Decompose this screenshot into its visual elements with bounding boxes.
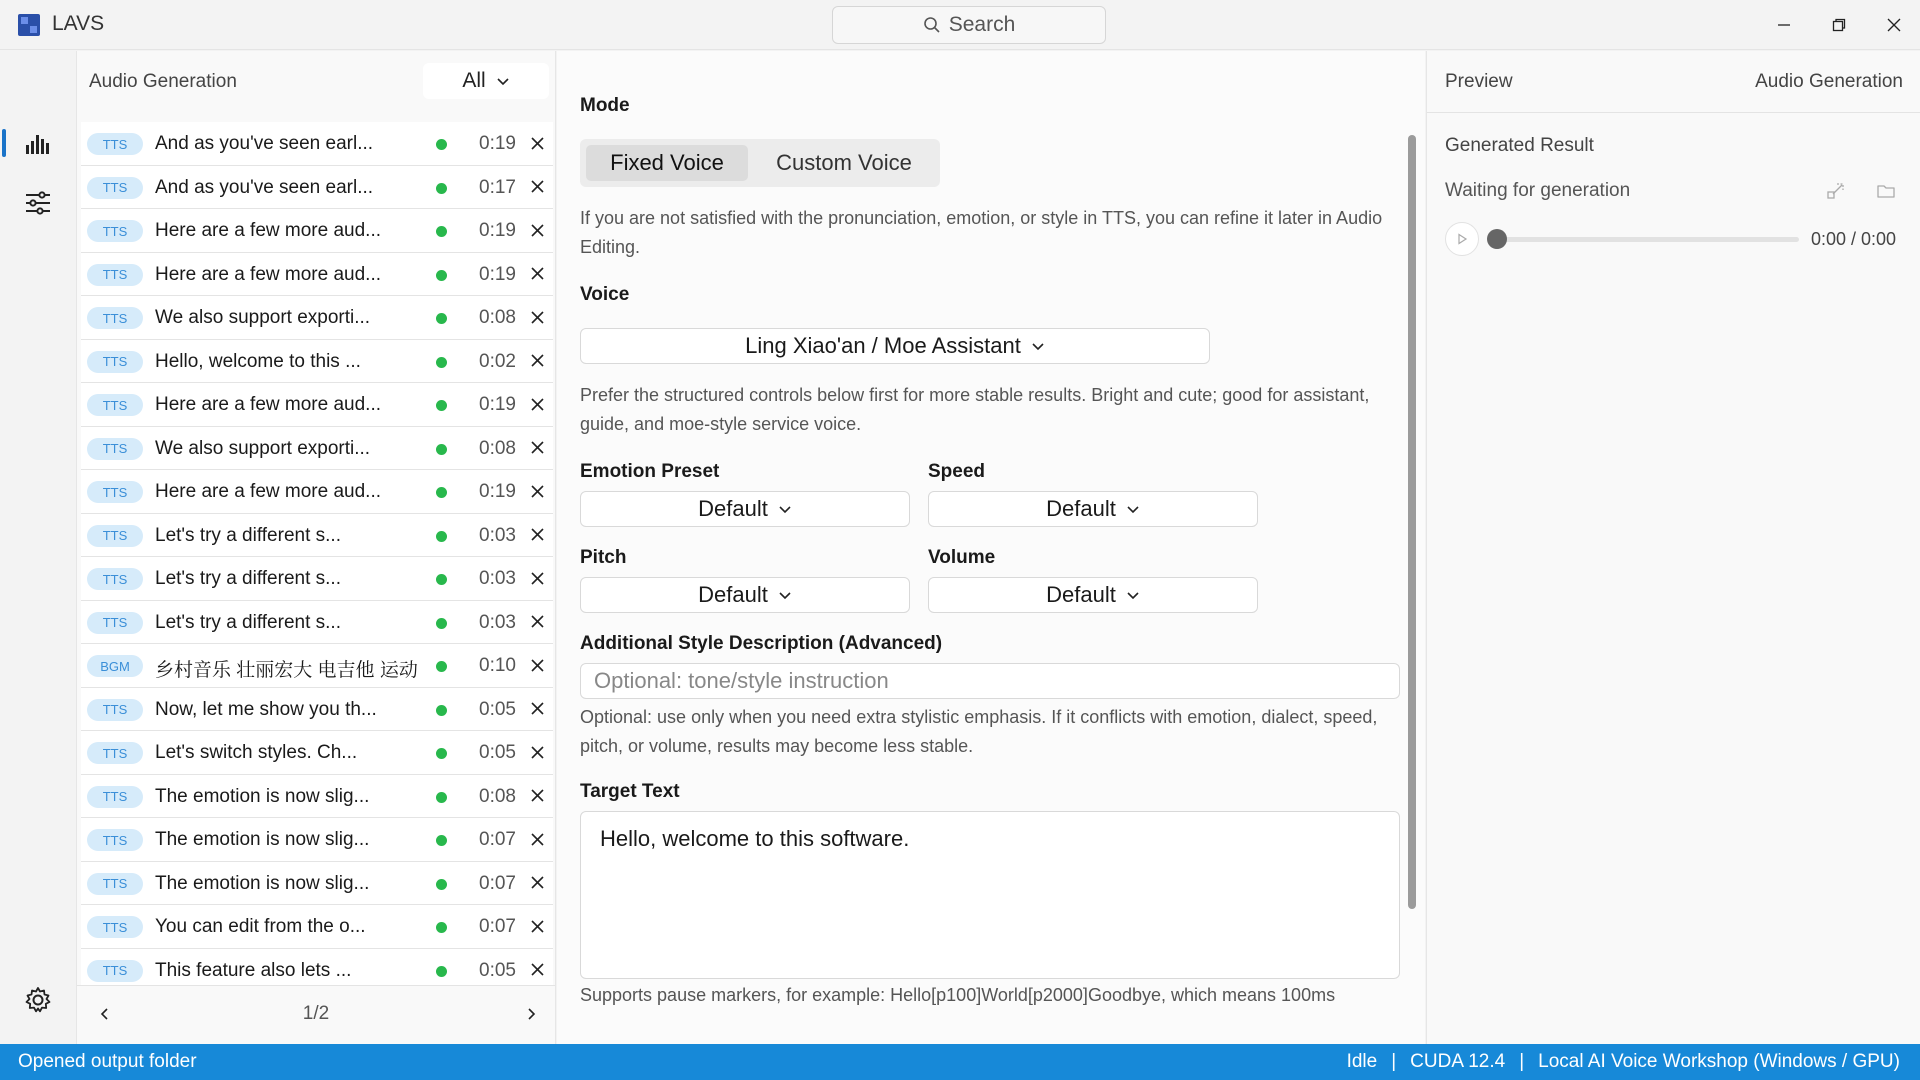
nav-active-indicator <box>2 129 6 157</box>
delete-item-button[interactable] <box>526 524 548 546</box>
type-badge: TTS <box>87 699 143 721</box>
style-placeholder: Optional: tone/style instruction <box>594 668 889 693</box>
type-badge: TTS <box>87 177 143 199</box>
mode-segmented-control <box>580 139 940 187</box>
type-badge: TTS <box>87 481 143 503</box>
preview-panel <box>1426 51 1920 1044</box>
delete-item-button[interactable] <box>526 741 548 763</box>
gear-icon <box>23 985 53 1015</box>
close-icon <box>531 920 544 933</box>
list-item[interactable] <box>81 253 553 297</box>
close-icon <box>531 354 544 367</box>
item-title: And as you've seen earl... <box>155 176 374 198</box>
delete-item-button[interactable] <box>526 567 548 589</box>
type-badge: TTS <box>87 916 143 938</box>
delete-item-button[interactable] <box>526 263 548 285</box>
close-icon <box>531 224 544 237</box>
play-icon <box>1456 233 1468 245</box>
search-box[interactable] <box>832 6 1106 44</box>
item-duration: 0:03 <box>479 611 516 633</box>
status-dot <box>436 661 447 672</box>
send-to-editor-button[interactable] <box>1823 178 1849 204</box>
volume-label: Volume <box>928 547 996 568</box>
status-separator: | <box>1519 1051 1525 1072</box>
app-logo-icon <box>18 14 40 36</box>
restore-button[interactable] <box>1817 8 1861 42</box>
status-dot <box>436 487 447 498</box>
chevron-down-icon <box>1126 588 1140 602</box>
list-item[interactable] <box>81 470 553 514</box>
close-icon <box>531 441 544 454</box>
playback-track[interactable] <box>1493 237 1799 242</box>
item-title: Hello, welcome to this ... <box>155 350 361 372</box>
delete-item-button[interactable] <box>526 219 548 241</box>
delete-item-button[interactable] <box>526 480 548 502</box>
chevron-right-icon <box>525 1008 537 1020</box>
item-duration: 0:07 <box>479 872 516 894</box>
list-item[interactable] <box>81 731 553 775</box>
close-icon <box>531 746 544 759</box>
emotion-value: Default <box>698 496 768 521</box>
preview-title: Preview <box>1445 71 1513 92</box>
type-badge: TTS <box>87 525 143 547</box>
mode-fixed-voice-button[interactable]: Fixed Voice <box>586 145 748 181</box>
volume-dropdown[interactable] <box>928 577 1258 613</box>
item-duration: 0:19 <box>479 481 516 502</box>
mode-help-text: If you are not satisfied with the pronunciation, emotion, or style in TTS, you can refine it later in Audio Editing. <box>580 208 1383 257</box>
chevron-down-icon <box>778 588 792 602</box>
item-title: The emotion is now slig... <box>155 785 370 807</box>
close-icon <box>531 659 544 672</box>
cuda-version: CUDA 12.4 <box>1410 1051 1506 1072</box>
delete-item-button[interactable] <box>526 828 548 850</box>
item-duration: 0:05 <box>479 959 516 981</box>
speed-label: Speed <box>928 461 986 482</box>
list-item[interactable] <box>81 340 553 384</box>
item-title: 乡村音乐 壮丽宏大 电吉他 运动 <box>155 660 418 681</box>
close-button[interactable] <box>1872 8 1916 42</box>
item-duration: 0:03 <box>479 568 516 589</box>
status-dot <box>436 226 447 237</box>
list-item[interactable] <box>81 296 553 340</box>
status-dot <box>436 748 447 759</box>
title-bar <box>0 0 1920 50</box>
item-title: Here are a few more aud... <box>155 220 381 241</box>
item-title: Let's switch styles. Ch... <box>155 742 358 763</box>
status-bar <box>0 1044 1920 1080</box>
pitch-value: Default <box>698 582 768 607</box>
delete-item-button[interactable] <box>526 785 548 807</box>
status-dot <box>436 313 447 324</box>
chevron-down-icon <box>496 74 510 88</box>
list-item[interactable] <box>81 383 553 427</box>
item-duration: 0:19 <box>479 133 516 154</box>
close-icon <box>531 311 544 324</box>
status-dot <box>436 618 447 629</box>
item-duration: 0:07 <box>479 829 516 850</box>
type-badge: TTS <box>87 612 143 634</box>
item-title: We also support exporti... <box>155 437 371 459</box>
chevron-down-icon <box>1126 502 1140 516</box>
list-item[interactable] <box>81 644 553 688</box>
delete-item-button[interactable] <box>526 959 548 981</box>
generated-result-label: Generated Result <box>1445 135 1594 156</box>
status-dot <box>436 400 447 411</box>
close-icon <box>531 963 544 976</box>
generation-form <box>557 51 1425 1044</box>
list-item[interactable] <box>81 775 553 819</box>
item-title: Here are a few more aud... <box>155 481 381 502</box>
minimize-icon <box>1777 18 1791 32</box>
status-dot <box>436 139 447 150</box>
type-badge: TTS <box>87 133 143 155</box>
close-icon <box>531 137 544 150</box>
type-badge: TTS <box>87 351 143 373</box>
folder-icon <box>1876 181 1896 201</box>
engine-state: Idle <box>1346 1051 1378 1072</box>
status-dot <box>436 531 447 542</box>
item-duration: 0:05 <box>479 698 516 720</box>
nav-item-mixer[interactable] <box>12 180 64 226</box>
preview-subtitle: Audio Generation <box>1755 71 1903 92</box>
voice-help-text: Prefer the structured controls below first for more stable results. Bright and cute; good for assistant, guide, and moe-style service voice. <box>580 385 1370 434</box>
status-dot <box>436 444 447 455</box>
nav-item-audio-generation[interactable] <box>12 121 64 167</box>
speed-value: Default <box>1046 496 1116 521</box>
item-title: The emotion is now slig... <box>155 829 370 850</box>
delete-item-button[interactable] <box>526 393 548 415</box>
close-icon <box>531 876 544 889</box>
type-badge: TTS <box>87 220 143 242</box>
sliders-icon <box>23 188 53 218</box>
transfer-icon <box>1826 181 1846 201</box>
close-icon <box>1887 18 1901 32</box>
status-dot <box>436 792 447 803</box>
list-item[interactable] <box>81 862 553 906</box>
list-item[interactable] <box>81 557 553 601</box>
nav-item-settings[interactable] <box>12 977 64 1023</box>
style-input[interactable] <box>580 663 1400 699</box>
emotion-label: Emotion Preset <box>580 461 720 482</box>
item-title: Let's try a different s... <box>155 568 341 589</box>
search-icon <box>923 16 941 34</box>
status-dot <box>436 879 447 890</box>
status-dot <box>436 835 447 846</box>
close-icon <box>531 528 544 541</box>
play-button[interactable] <box>1445 222 1479 256</box>
style-label: Additional Style Description (Advanced) <box>580 633 943 654</box>
list-item[interactable] <box>81 166 553 210</box>
item-title: And as you've seen earl... <box>155 133 374 154</box>
delete-item-button[interactable] <box>526 306 548 328</box>
list-item[interactable] <box>81 818 553 862</box>
list-item[interactable] <box>81 427 553 471</box>
preview-header <box>1427 51 1920 113</box>
item-title: We also support exporti... <box>155 307 371 328</box>
item-title: Let's try a different s... <box>155 524 341 546</box>
pagination <box>77 985 555 1041</box>
target-help-text: Supports pause markers, for example: Hello[p100]World[p2000]Goodbye, which means 100ms <box>580 985 1336 1005</box>
list-item[interactable] <box>81 122 553 166</box>
status-info <box>1347 1051 1900 1073</box>
close-icon <box>531 833 544 846</box>
nav-rail <box>0 51 76 1044</box>
close-icon <box>531 398 544 411</box>
type-badge: TTS <box>87 960 143 982</box>
page-indicator: 1/2 <box>302 1003 330 1024</box>
type-badge: TTS <box>87 438 143 460</box>
delete-item-button[interactable] <box>526 132 548 154</box>
generation-list <box>81 122 553 992</box>
next-page-button[interactable] <box>519 1002 543 1026</box>
item-duration: 0:03 <box>479 524 516 546</box>
emotion-dropdown[interactable] <box>580 491 910 527</box>
status-dot <box>436 270 447 281</box>
delete-item-button[interactable] <box>526 437 548 459</box>
item-duration: 0:08 <box>479 437 516 459</box>
close-icon <box>531 702 544 715</box>
pitch-dropdown[interactable] <box>580 577 910 613</box>
item-duration: 0:10 <box>479 655 516 676</box>
item-title: Here are a few more aud... <box>155 394 381 415</box>
item-duration: 0:02 <box>479 350 516 372</box>
list-item[interactable] <box>81 905 553 949</box>
item-title: This feature also lets ... <box>155 959 352 981</box>
mode-custom-voice-button[interactable]: Custom Voice <box>776 150 912 175</box>
status-dot <box>436 357 447 368</box>
item-duration: 0:07 <box>479 916 516 937</box>
list-item[interactable] <box>81 514 553 558</box>
status-dot <box>436 922 447 933</box>
app-title: LAVS <box>52 12 105 35</box>
mode-label: Mode <box>580 95 630 116</box>
status-message: Opened output folder <box>18 1051 197 1072</box>
filter-value: All <box>462 69 486 92</box>
type-badge: TTS <box>87 829 143 851</box>
item-title: Here are a few more aud... <box>155 263 381 285</box>
chevron-down-icon <box>1031 339 1045 353</box>
playback-scrubber[interactable] <box>1487 229 1507 249</box>
voice-value: Ling Xiao'an / Moe Assistant <box>745 333 1021 358</box>
status-dot <box>436 966 447 977</box>
close-icon <box>531 485 544 498</box>
delete-item-button[interactable] <box>526 654 548 676</box>
restore-icon <box>1832 18 1846 32</box>
delete-item-button[interactable] <box>526 176 548 198</box>
chevron-down-icon <box>778 502 792 516</box>
type-badge: TTS <box>87 264 143 286</box>
playback-time: 0:00 / 0:00 <box>1811 229 1897 249</box>
list-title: Audio Generation <box>89 71 237 92</box>
type-badge: TTS <box>87 307 143 329</box>
audio-bars-icon <box>23 129 53 159</box>
close-icon <box>531 615 544 628</box>
item-duration: 0:19 <box>479 394 516 415</box>
volume-value: Default <box>1046 582 1116 607</box>
item-title: Now, let me show you th... <box>155 698 377 720</box>
item-duration: 0:08 <box>479 307 516 328</box>
close-icon <box>531 789 544 802</box>
close-icon <box>531 180 544 193</box>
close-icon <box>531 267 544 280</box>
item-duration: 0:19 <box>479 220 516 241</box>
generation-status: Waiting for generation <box>1445 180 1631 201</box>
list-item[interactable] <box>81 688 553 732</box>
list-item[interactable] <box>81 209 553 253</box>
close-icon <box>531 572 544 585</box>
minimize-button[interactable] <box>1762 8 1806 42</box>
status-dot <box>436 183 447 194</box>
list-header <box>89 63 549 103</box>
item-title: The emotion is now slig... <box>155 872 370 894</box>
status-dot <box>436 705 447 716</box>
style-help-text: Optional: use only when you need extra stylistic emphasis. If it conflicts with emotion, dialect, speed, pitch, or volume, results may become less stable. <box>580 707 1378 756</box>
target-text-label: Target Text <box>580 781 680 802</box>
target-text-area[interactable]: Hello, welcome to this software. <box>580 811 1400 979</box>
type-badge: TTS <box>87 394 143 416</box>
delete-item-button[interactable] <box>526 350 548 372</box>
type-badge: BGM <box>87 655 143 677</box>
speed-dropdown[interactable] <box>928 491 1258 527</box>
list-item[interactable] <box>81 601 553 645</box>
status-dot <box>436 574 447 585</box>
voice-dropdown[interactable] <box>580 328 1210 364</box>
item-duration: 0:05 <box>479 742 516 763</box>
voice-label: Voice <box>580 284 630 305</box>
delete-item-button[interactable] <box>526 698 548 720</box>
delete-item-button[interactable] <box>526 872 548 894</box>
item-title: Let's try a different s... <box>155 611 341 633</box>
item-title: You can edit from the o... <box>155 916 366 937</box>
form-scrollbar[interactable] <box>1408 135 1416 909</box>
item-duration: 0:17 <box>479 176 516 198</box>
type-badge: TTS <box>87 568 143 590</box>
item-duration: 0:19 <box>479 263 516 285</box>
status-separator: | <box>1391 1051 1397 1072</box>
product-name: Local AI Voice Workshop (Windows / GPU) <box>1538 1051 1900 1072</box>
type-badge: TTS <box>87 742 143 764</box>
delete-item-button[interactable] <box>526 611 548 633</box>
delete-item-button[interactable] <box>526 915 548 937</box>
filter-dropdown[interactable] <box>423 63 549 99</box>
type-badge: TTS <box>87 873 143 895</box>
pitch-label: Pitch <box>580 547 627 568</box>
item-duration: 0:08 <box>479 785 516 807</box>
type-badge: TTS <box>87 786 143 808</box>
open-folder-button[interactable] <box>1873 178 1899 204</box>
search-label: Search <box>948 13 1016 36</box>
generation-list-panel <box>76 51 556 1044</box>
